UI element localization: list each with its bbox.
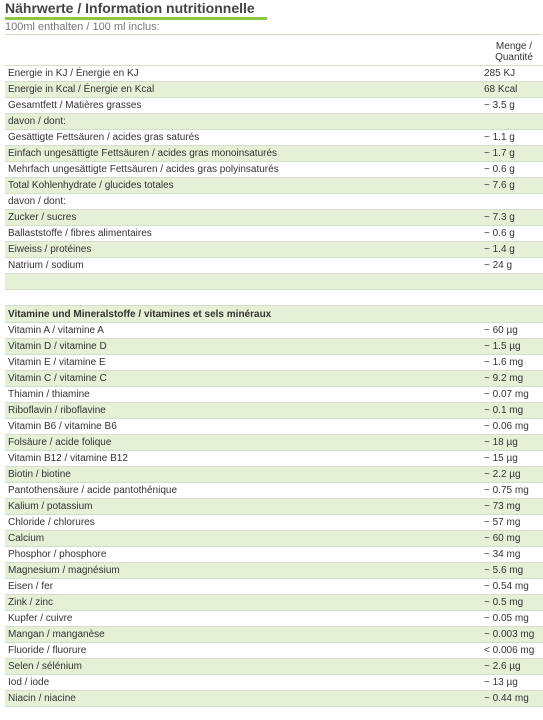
nutrient-quantity: ~ 0.05 mg <box>481 611 543 627</box>
nutrient-name: Total Kohlenhydrate / glucides totales <box>5 178 481 194</box>
nutrient-quantity: ~ 73 mg <box>481 499 543 515</box>
nutrient-name: Selen / sélénium <box>5 659 481 675</box>
table-row <box>5 691 543 707</box>
blank-row <box>5 274 543 290</box>
table-row <box>5 98 543 114</box>
table-row <box>5 258 543 274</box>
header-quantity-label-2: Quantité <box>495 52 533 63</box>
nutrient-quantity: ~ 9.2 mg <box>481 371 543 387</box>
nutrient-quantity: ~ 0.6 g <box>481 226 543 242</box>
table-row <box>5 114 543 130</box>
nutrient-name: Energie in Kcal / Énergie en Kcal <box>5 82 481 98</box>
nutrient-quantity: ~ 0.003 mg <box>481 627 543 643</box>
nutrient-name: Phosphor / phosphore <box>5 547 481 563</box>
table-row <box>5 627 543 643</box>
nutrient-quantity <box>481 114 543 130</box>
nutrient-name: Mangan / manganèse <box>5 627 481 643</box>
nutrient-quantity: ~ 0.1 mg <box>481 403 543 419</box>
nutrient-quantity <box>481 274 543 290</box>
table-row <box>5 371 543 387</box>
table-row <box>5 178 543 194</box>
nutrient-name: Kupfer / cuivre <box>5 611 481 627</box>
nutrient-name: Thiamin / thiamine <box>5 387 481 403</box>
nutrient-quantity: ~ 7.3 g <box>481 210 543 226</box>
table-row <box>5 66 543 82</box>
nutrient-name: Niacin / niacine <box>5 691 481 707</box>
nutrient-quantity: ~ 0.5 mg <box>481 595 543 611</box>
table-row <box>5 611 543 627</box>
nutrient-name: Zucker / sucres <box>5 210 481 226</box>
table-row <box>5 146 543 162</box>
table-row <box>5 547 543 563</box>
nutrient-name: Natrium / sodium <box>5 258 481 274</box>
nutrient-quantity: 285 KJ <box>481 66 543 82</box>
nutrient-quantity: ~ 1.1 g <box>481 130 543 146</box>
table-row <box>5 130 543 146</box>
nutrient-name: Ballaststoffe / fibres alimentaires <box>5 226 481 242</box>
table-row <box>5 531 543 547</box>
nutrient-quantity: 68 Kcal <box>481 82 543 98</box>
table-row <box>5 242 543 258</box>
nutrient-quantity: ~ 15 µg <box>481 451 543 467</box>
nutrient-name: Vitamine und Mineralstoffe / vitamines et sels minéraux <box>5 306 481 323</box>
table-row <box>5 595 543 611</box>
nutrient-quantity: ~ 34 mg <box>481 547 543 563</box>
nutrient-name: Eisen / fer <box>5 579 481 595</box>
nutrient-quantity: ~ 0.07 mg <box>481 387 543 403</box>
table-row <box>5 82 543 98</box>
nutrient-name: Energie in KJ / Énergie en KJ <box>5 66 481 82</box>
table-header-row <box>5 35 543 66</box>
nutrient-name: Biotin / biotine <box>5 467 481 483</box>
nutrition-table-body <box>5 35 543 707</box>
nutrient-quantity: ~ 13 µg <box>481 675 543 691</box>
nutrient-name: Chloride / chlorures <box>5 515 481 531</box>
nutrition-table <box>5 34 541 707</box>
nutrient-quantity <box>481 194 543 210</box>
nutrient-quantity: ~ 1.6 mg <box>481 355 543 371</box>
nutrient-name <box>5 290 481 306</box>
nutrient-name: Vitamin D / vitamine D <box>5 339 481 355</box>
header-name-cell <box>5 35 481 66</box>
nutrient-name: Calcium <box>5 531 481 547</box>
nutrient-quantity: ~ 18 µg <box>481 435 543 451</box>
table-row <box>5 194 543 210</box>
table-row <box>5 323 543 339</box>
nutrient-name: Einfach ungesättigte Fettsäuren / acides gras monoinsaturés <box>5 146 481 162</box>
nutrient-name: Vitamin B12 / vitamine B12 <box>5 451 481 467</box>
nutrient-name: Vitamin A / vitamine A <box>5 323 481 339</box>
table-row <box>5 483 543 499</box>
nutrient-quantity: ~ 2.6 µg <box>481 659 543 675</box>
table-row <box>5 162 543 178</box>
nutrient-quantity: ~ 0.75 mg <box>481 483 543 499</box>
nutrient-name: davon / dont: <box>5 114 481 130</box>
table-row <box>5 659 543 675</box>
table-row <box>5 515 543 531</box>
nutrient-name: Riboflavin / riboflavine <box>5 403 481 419</box>
nutrient-quantity: ~ 5.6 mg <box>481 563 543 579</box>
nutrient-name: Vitamin C / vitamine C <box>5 371 481 387</box>
table-row <box>5 499 543 515</box>
nutrient-name: Magnesium / magnésium <box>5 563 481 579</box>
nutrient-quantity: ~ 7.6 g <box>481 178 543 194</box>
table-row <box>5 355 543 371</box>
nutrient-name: Folsäure / acide folique <box>5 435 481 451</box>
nutrient-name: Mehrfach ungesättigte Fettsäuren / acides gras polyinsaturés <box>5 162 481 178</box>
page-title: Nährwerte / Information nutritionnelle <box>5 0 255 16</box>
nutrient-name <box>5 274 481 290</box>
section-header-row <box>5 306 543 323</box>
nutrient-name: Zink / zinc <box>5 595 481 611</box>
nutrient-quantity: ~ 60 µg <box>481 323 543 339</box>
table-row <box>5 387 543 403</box>
table-row <box>5 467 543 483</box>
nutrient-name: Vitamin E / vitamine E <box>5 355 481 371</box>
nutrient-name: Pantothensäure / acide pantothénique <box>5 483 481 499</box>
table-row <box>5 675 543 691</box>
nutrient-quantity: ~ 3.5 g <box>481 98 543 114</box>
table-row <box>5 451 543 467</box>
nutrient-name: Fluoride / fluorure <box>5 643 481 659</box>
nutrient-name: Eiweiss / protéines <box>5 242 481 258</box>
table-row <box>5 435 543 451</box>
header-quantity-cell <box>481 35 543 66</box>
nutrient-quantity <box>481 290 543 306</box>
nutrient-quantity: ~ 1.5 µg <box>481 339 543 355</box>
nutrient-quantity <box>481 306 543 323</box>
blank-row <box>5 290 543 306</box>
table-row <box>5 643 543 659</box>
nutrient-quantity: ~ 60 mg <box>481 531 543 547</box>
nutrient-quantity: ~ 1.7 g <box>481 146 543 162</box>
nutrient-quantity: ~ 24 g <box>481 258 543 274</box>
nutrient-quantity: ~ 1.4 g <box>481 242 543 258</box>
nutrient-quantity: ~ 57 mg <box>481 515 543 531</box>
page-subtitle: 100ml enthalten / 100 ml inclus: <box>5 21 160 33</box>
table-row <box>5 579 543 595</box>
nutrient-name: Gesamtfett / Matières grasses <box>5 98 481 114</box>
nutrient-name: Gesättigte Fettsäuren / acides gras saturés <box>5 130 481 146</box>
nutrient-name: davon / dont: <box>5 194 481 210</box>
nutrient-name: Kalium / potassium <box>5 499 481 515</box>
header-quantity-label-1: Menge / <box>495 41 533 52</box>
table-row <box>5 210 543 226</box>
nutrient-name: Vitamin B6 / vitamine B6 <box>5 419 481 435</box>
table-row <box>5 339 543 355</box>
nutrient-quantity: < 0.006 mg <box>481 643 543 659</box>
nutrient-quantity: ~ 0.06 mg <box>481 419 543 435</box>
nutrient-quantity: ~ 2.2 µg <box>481 467 543 483</box>
nutrient-quantity: ~ 0.44 mg <box>481 691 543 707</box>
table-row <box>5 226 543 242</box>
nutrient-quantity: ~ 0.54 mg <box>481 579 543 595</box>
nutrient-name: Iod / iode <box>5 675 481 691</box>
table-row <box>5 419 543 435</box>
nutrient-quantity: ~ 0.6 g <box>481 162 543 178</box>
table-row <box>5 403 543 419</box>
table-row <box>5 563 543 579</box>
